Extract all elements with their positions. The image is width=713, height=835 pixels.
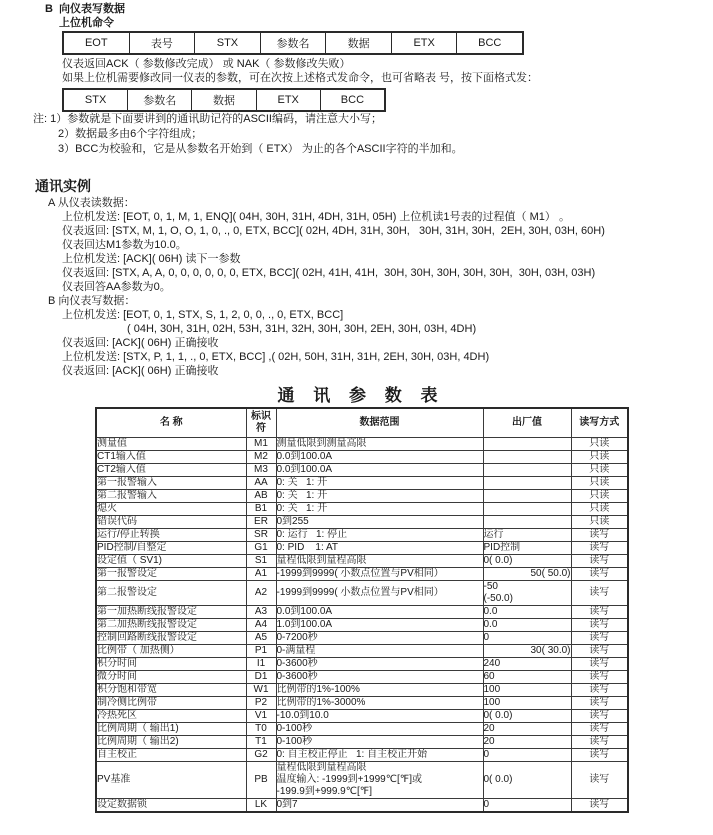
cell-rw-mode: 读写 [571, 697, 628, 710]
cell-rw-mode: 读写 [571, 710, 628, 723]
cell-factory-value [483, 477, 571, 490]
cell-factory-value: 0( 0.0) [483, 710, 571, 723]
cell-param-name: 熄火 [96, 503, 246, 516]
cell-rw-mode: 读写 [571, 555, 628, 568]
table-row [96, 723, 628, 736]
example-line: 上位机发送: [STX, P, 1, 1, ., 0, ETX, BCC] ,( 02H, 50H, 31H, 31H, 2EH, 30H, 03H, 4DH) [62, 351, 490, 363]
table-row [96, 671, 628, 684]
cell-rw-mode: 读写 [571, 723, 628, 736]
command-frame-table [62, 31, 524, 55]
cell-rw-mode: 读写 [571, 762, 628, 799]
cell-param-name: 冷热死区 [96, 710, 246, 723]
table-row [96, 684, 628, 697]
cell-rw-mode: 读写 [571, 568, 628, 581]
cell-param-name: 自主校正 [96, 749, 246, 762]
cell-factory-value: 0( 0.0) [483, 555, 571, 568]
note-line-3: 3）BCC为校验和，它是从参数名开始到（ ETX） 为止的各个ASCII字符的半加和。 [58, 143, 463, 155]
frame-cell: 参数名 [260, 33, 326, 53]
table-row [96, 438, 628, 451]
cell-factory-value: 运行 [483, 529, 571, 542]
cell-rw-mode: 只读 [571, 451, 628, 464]
cell-data-range: 0-满量程 [276, 645, 483, 658]
cell-line: 温度输入: -1999到+1999℃[℉]或 [276, 774, 423, 785]
cell-identifier: D1 [246, 671, 276, 684]
example-line: A 从仪表读数据： [48, 197, 135, 209]
cell-data-range: 0-3600秒 [276, 658, 483, 671]
example-line: 仪表返回: [ACK]( 06H) 正确接收 [62, 337, 219, 349]
cell-identifier: G1 [246, 542, 276, 555]
table-row [96, 606, 628, 619]
cell-identifier: V1 [246, 710, 276, 723]
cell-rw-mode: 读写 [571, 542, 628, 555]
cell-data-range: 测量低限到测量高限 [276, 438, 483, 451]
table-row [96, 762, 628, 799]
cell-param-name: 控制回路断线报警设定 [96, 632, 246, 645]
cell-rw-mode: 只读 [571, 503, 628, 516]
section-b-heading: B 向仪表写数据 [45, 3, 126, 15]
example-line: 上位机发送: [EOT, 0, 1, STX, S, 1, 2, 0, 0, ., 0, ETX, BCC] [62, 309, 344, 321]
frame-cell: EOT [84, 37, 108, 49]
frame-cell: 数据 [325, 33, 391, 53]
cell-rw-mode: 读写 [571, 658, 628, 671]
cell-data-range: 比例带的1%-100% [276, 684, 483, 697]
table-row [96, 451, 628, 464]
param-table [95, 407, 629, 813]
table-row [96, 736, 628, 749]
cell-identifier: P2 [246, 697, 276, 710]
cell-factory-value: 30( 30.0) [483, 645, 571, 658]
cell-factory-value: PID控制 [483, 542, 571, 555]
frame-cell: STX [84, 94, 107, 106]
cell-param-name: 比例周期（ 输出2) [96, 736, 246, 749]
cell-factory-value: 0.0 [483, 606, 571, 619]
cell-param-name: 第二加热断线报警设定 [96, 619, 246, 632]
cell-data-range [276, 762, 483, 799]
table-row [96, 503, 628, 516]
example-line: 仪表返回: [STX, M, 1, O, O, 1, 0, ., 0, ETX, BCC]( 02H, 4DH, 31H, 30H, 30H, 31H, 30H, 2EH, 30H, 03H, 60H) [62, 225, 605, 237]
cell-factory-value: 0( 0.0) [483, 762, 571, 799]
cell-param-name: 运行/停止转换 [96, 529, 246, 542]
frame-cell: BCC [456, 33, 522, 53]
cell-data-range: 0: 关 1: 开 [276, 503, 483, 516]
cell-rw-mode: 读写 [571, 632, 628, 645]
cell-identifier: B1 [246, 503, 276, 516]
cell-identifier: A3 [246, 606, 276, 619]
column-header: 标识符 [246, 408, 276, 438]
cell-param-name: 第二报警设定 [96, 581, 246, 606]
cell-rw-mode: 读写 [571, 606, 628, 619]
example-line: 上位机发送: [ACK]( 06H) 读下一参数 [62, 253, 241, 265]
frame-cell: ETX [391, 33, 457, 53]
cell-factory-value: 20 [483, 723, 571, 736]
cell-param-name: 比例周期（ 输出1) [96, 723, 246, 736]
cell-data-range: 0: 运行 1: 停止 [276, 529, 483, 542]
cell-identifier: M2 [246, 451, 276, 464]
cell-identifier: AB [246, 490, 276, 503]
frame-cell: BCC [320, 90, 384, 110]
cell-param-name: CT2输入值 [96, 464, 246, 477]
cell-identifier: A4 [246, 619, 276, 632]
cell-param-name: PV基准 [96, 762, 246, 799]
cell-factory-value [483, 451, 571, 464]
short-frame-table [62, 88, 386, 112]
table-row [96, 542, 628, 555]
cell-data-range: 0-7200秒 [276, 632, 483, 645]
cell-factory-value [483, 503, 571, 516]
cell-param-name: 积分时间 [96, 658, 246, 671]
cell-rw-mode: 读写 [571, 799, 628, 813]
cell-param-name: 比例带（ 加热侧） [96, 645, 246, 658]
cell-param-name: 设定值（ SV1) [96, 555, 246, 568]
cell-data-range: 0.0到100.0A [276, 464, 483, 477]
cell-rw-mode: 读写 [571, 581, 628, 606]
cell-identifier: A1 [246, 568, 276, 581]
cell-data-range: 0: 关 1: 开 [276, 490, 483, 503]
frame-cell: 数据 [191, 90, 255, 110]
cell-identifier: S1 [246, 555, 276, 568]
cell-data-range: 0: 自主校正停止 1: 自主校正开始 [276, 749, 483, 762]
cell-identifier: ER [246, 516, 276, 529]
table-row [96, 749, 628, 762]
table-row [96, 464, 628, 477]
column-header: 名 称 [96, 408, 246, 438]
cell-rw-mode: 读写 [571, 736, 628, 749]
example-line: ( 04H, 30H, 31H, 02H, 53H, 31H, 32H, 30H, 30H, 2EH, 30H, 03H, 4DH) [127, 323, 477, 335]
cell-identifier: AA [246, 477, 276, 490]
example-lines [0, 196, 713, 378]
cell-identifier: T0 [246, 723, 276, 736]
cell-param-name: 第一报警输入 [96, 477, 246, 490]
ack-nak-line: 仪表返回ACK（ 参数修改完成） 或 NAK（ 参数修改失败） [62, 58, 351, 70]
cell-factory-value [483, 438, 571, 451]
cell-data-range: 0到7 [276, 799, 483, 813]
cell-factory-value [483, 581, 571, 606]
table-row [96, 568, 628, 581]
cell-data-range: 0: PID 1: AT [276, 542, 483, 555]
cell-factory-value: 0 [483, 632, 571, 645]
table-row [96, 799, 628, 813]
cell-factory-value: 20 [483, 736, 571, 749]
frame-cell: ETX [256, 90, 320, 110]
table-row [96, 632, 628, 645]
cell-data-range: -1999到9999( 小数点位置与PV相同） [276, 581, 483, 606]
cell-identifier: SR [246, 529, 276, 542]
cell-data-range: 0-100秒 [276, 723, 483, 736]
cell-identifier: I1 [246, 658, 276, 671]
cell-data-range: 0: 关 1: 开 [276, 477, 483, 490]
example-line: 仪表返回: [STX, A, A, 0, 0, 0, 0, 0, 0, ETX, BCC]( 02H, 41H, 41H, 30H, 30H, 30H, 30H, 30H, 30H, 03H, 03H) [62, 267, 596, 279]
cell-identifier: PB [246, 762, 276, 799]
param-table-title: 通 讯 参 数 表 [277, 386, 445, 405]
example-line: 仪表返回: [ACK]( 06H) 正确接收 [62, 365, 219, 377]
cell-line: 量程低限到量程高限 [276, 762, 367, 773]
cell-line: (-50.0) [483, 593, 513, 604]
cell-param-name: 积分饱和带宽 [96, 684, 246, 697]
host-command-label: 上位机命令 [59, 17, 114, 29]
cell-rw-mode: 读写 [571, 749, 628, 762]
cell-factory-value [483, 464, 571, 477]
example-line: 仪表回答AA参数为0。 [62, 281, 171, 293]
cell-param-name: 制冷侧比例带 [96, 697, 246, 710]
note-line-2: 2）数据最多由6个字符组成； [58, 128, 203, 140]
cell-factory-value [483, 490, 571, 503]
cell-param-name: CT1输入值 [96, 451, 246, 464]
cell-param-name: 微分时间 [96, 671, 246, 684]
cell-factory-value: 60 [483, 671, 571, 684]
cell-identifier: M1 [246, 438, 276, 451]
cell-rw-mode: 读写 [571, 619, 628, 632]
cell-data-range: -1999到9999( 小数点位置与PV相同） [276, 568, 483, 581]
examples-heading: 通讯实例 [35, 178, 91, 194]
cell-data-range: 0到255 [276, 516, 483, 529]
example-line: B 向仪表写数据： [48, 295, 136, 307]
table-row [96, 710, 628, 723]
table-row [96, 555, 628, 568]
cell-rw-mode: 只读 [571, 490, 628, 503]
cell-factory-value: 0 [483, 749, 571, 762]
note-line-1: 注: 1）参数就是下面要讲到的通讯助记符的ASCII编码，请注意大小写； [33, 113, 382, 125]
cell-rw-mode: 只读 [571, 464, 628, 477]
cell-identifier: W1 [246, 684, 276, 697]
table-row [96, 697, 628, 710]
cell-param-name: 错误代码 [96, 516, 246, 529]
cell-rw-mode: 只读 [571, 477, 628, 490]
cell-data-range: 0-100秒 [276, 736, 483, 749]
column-header: 出厂值 [483, 408, 571, 438]
cell-param-name: 设定数据锁 [96, 799, 246, 813]
frame-cell: STX [194, 33, 260, 53]
column-header: 读写方式 [571, 408, 628, 438]
cell-line: -50 [483, 581, 498, 592]
cell-param-name: 第二报警输入 [96, 490, 246, 503]
table-row [96, 490, 628, 503]
cell-factory-value: 0 [483, 799, 571, 813]
table-row [96, 529, 628, 542]
cell-rw-mode: 读写 [571, 684, 628, 697]
example-line: 上位机发送: [EOT, 0, 1, M, 1, ENQ]( 04H, 30H, 31H, 4DH, 31H, 05H) 上位机读1号表的过程值（ M1） 。 [62, 211, 570, 223]
cell-param-name: 测量值 [96, 438, 246, 451]
cell-rw-mode: 只读 [571, 516, 628, 529]
cell-data-range: 0.0到100.0A [276, 451, 483, 464]
cell-identifier: T1 [246, 736, 276, 749]
table-row [96, 477, 628, 490]
cell-factory-value: 100 [483, 684, 571, 697]
cell-identifier: LK [246, 799, 276, 813]
cell-data-range: 比例带的1%-3000% [276, 697, 483, 710]
cell-rw-mode: 只读 [571, 438, 628, 451]
cell-data-range: 0.0到100.0A [276, 606, 483, 619]
cell-data-range: 1.0到100.0A [276, 619, 483, 632]
cell-identifier: M3 [246, 464, 276, 477]
table-row [96, 658, 628, 671]
table-row [96, 645, 628, 658]
cell-rw-mode: 读写 [571, 529, 628, 542]
cell-param-name: 第一报警设定 [96, 568, 246, 581]
cell-identifier: A5 [246, 632, 276, 645]
cell-factory-value: 240 [483, 658, 571, 671]
frame-cell: 表号 [129, 33, 195, 53]
cell-identifier: P1 [246, 645, 276, 658]
table-header-row [96, 408, 628, 438]
cell-identifier: A2 [246, 581, 276, 606]
cell-factory-value [483, 516, 571, 529]
cell-factory-value: 100 [483, 697, 571, 710]
cell-param-name: PID控制/自整定 [96, 542, 246, 555]
table-row [96, 516, 628, 529]
cell-param-name: 第一加热断线报警设定 [96, 606, 246, 619]
table-row [96, 619, 628, 632]
format-line: 如果上位机需要修改同一仪表的参数，可在次按上述格式发命令，也可省略表 号，按下面格式发： [62, 72, 539, 84]
cell-data-range: -10.0到10.0 [276, 710, 483, 723]
column-header: 数据范围 [276, 408, 483, 438]
cell-rw-mode: 读写 [571, 645, 628, 658]
cell-factory-value: 50( 50.0) [483, 568, 571, 581]
table-row [96, 581, 628, 606]
cell-line: -199.9到+999.9℃[℉] [276, 786, 373, 797]
example-line: 仪表回达M1参数为10.0。 [62, 239, 187, 251]
cell-data-range: 0-3600秒 [276, 671, 483, 684]
cell-rw-mode: 读写 [571, 671, 628, 684]
cell-factory-value: 0.0 [483, 619, 571, 632]
frame-cell: 参数名 [127, 90, 191, 110]
cell-data-range: 量程低限到量程高限 [276, 555, 483, 568]
cell-identifier: G2 [246, 749, 276, 762]
